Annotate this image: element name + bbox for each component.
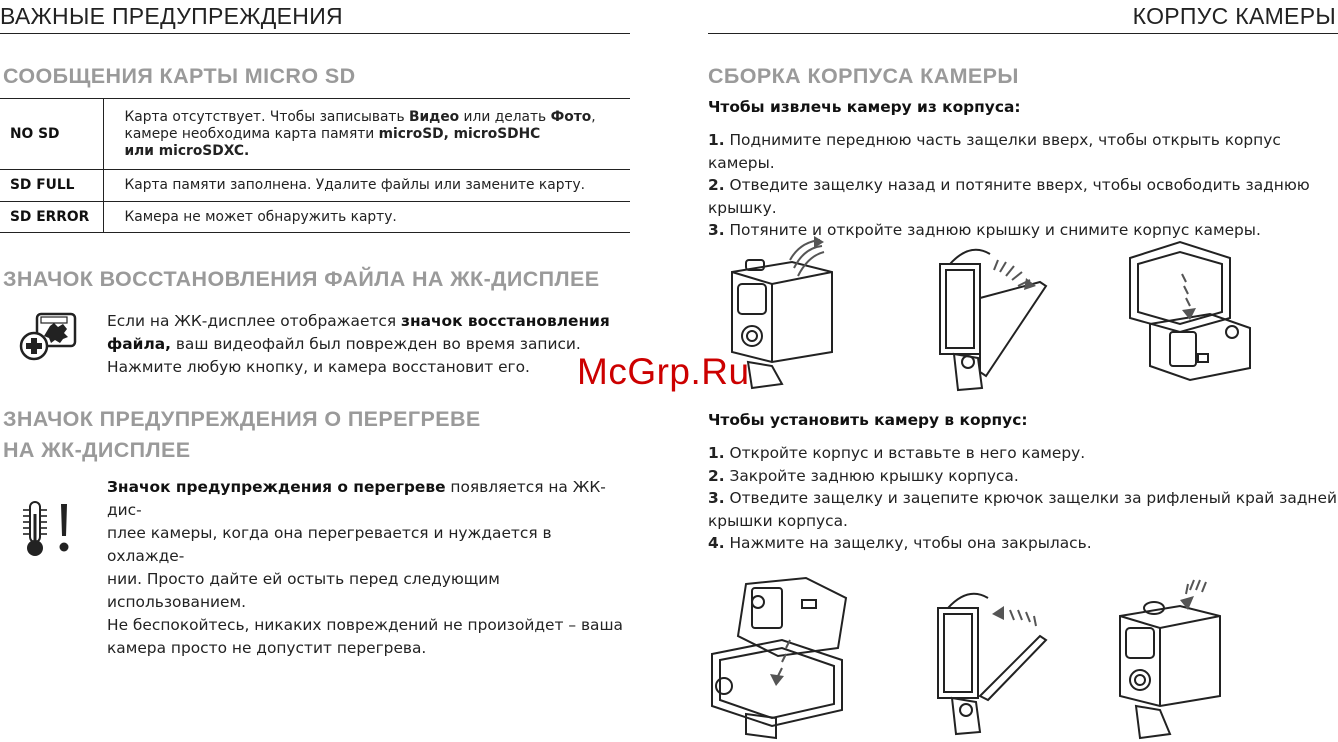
remove-steps: [708, 129, 1338, 242]
repair-section-title: ЗНАЧОК ВОССТАНОВЛЕНИЯ ФАЙЛА НА ЖК-ДИСПЛЕЕ: [3, 267, 600, 291]
sd-section-title: СООБЩЕНИЯ КАРТЫ MICRO SD: [3, 64, 356, 88]
thermometer-warning-icon: [20, 500, 74, 558]
left-page: [0, 0, 630, 34]
sd-code: SD ERROR: [0, 202, 103, 233]
install-subtitle: Чтобы установить камеру в корпус:: [708, 411, 1028, 429]
list-item: 2. Закройте заднюю крышку корпуса.: [708, 466, 1019, 485]
list-item: 2. Отведите защелку назад и потяните вверх, чтобы освободить заднюю: [708, 176, 1310, 194]
list-item: 1. Откройте корпус и вставьте в него камеру.: [708, 444, 1086, 462]
list-item: 4. Нажмите на защелку, чтобы она закрылась.: [708, 534, 1092, 552]
table-row: [0, 99, 630, 170]
right-page-header: [708, 0, 1338, 34]
file-repair-icon: [17, 312, 77, 364]
table-row: [0, 170, 630, 202]
left-page-title: ВАЖНЫЕ ПРЕДУПРЕЖДЕНИЯ: [0, 3, 343, 29]
overheat-paragraph: Значок предупреждения о перегреве появляется на ЖК-дис- плее камеры, когда она перегревается и нуждается в охлажде- нии. Просто дайте ей остыть перед следующим использованием. Не беспокойтесь, никаких повреждений не произойдет – ваша камера просто не допустит перегрева.: [107, 478, 623, 657]
remove-camera-illustration: [1120, 238, 1260, 384]
list-item: 3. Потяните и откройте заднюю крышку и снимите корпус камеры.: [708, 221, 1261, 239]
sd-description: Карта отсутствует. Чтобы записывать Видео или делать Фото, камере необходима карта памяти microSD, microSDHC или microSDXC.: [103, 99, 630, 170]
right-page-title: КОРПУС КАМЕРЫ: [1132, 3, 1336, 29]
sd-code: SD FULL: [0, 170, 103, 202]
install-steps: [708, 442, 1338, 555]
overheat-section-title: ЗНАЧОК ПРЕДУПРЕЖДЕНИЯ О ПЕРЕГРЕВЕ НА ЖК-ДИСПЛЕЕ: [3, 407, 481, 462]
close-back-door-illustration: [930, 586, 1050, 742]
watermark: McGrp.Ru: [577, 351, 750, 392]
right-page: [708, 0, 1338, 34]
remove-subtitle: Чтобы извлечь камеру из корпуса:: [708, 98, 1021, 116]
list-item: крышку.: [708, 198, 777, 217]
housing-assembly-title: СБОРКА КОРПУСА КАМЕРЫ: [708, 64, 1019, 88]
sd-code: NO SD: [0, 99, 103, 170]
sd-description: Камера не может обнаружить карту.: [103, 202, 630, 233]
release-back-door-illustration: [930, 238, 1050, 394]
table-row: [0, 202, 630, 233]
repair-paragraph: Если на ЖК-дисплее отображается значок восстановления файла, ваш видеофайл был поврежден во время записи. Нажмите любую кнопку, и камера восстановит его.: [107, 312, 610, 376]
list-item: 1. Поднимите переднюю часть защелки вверх, чтобы открыть корпус камеры.: [708, 131, 1281, 172]
left-page-header: [0, 0, 630, 34]
close-latch-illustration: [1110, 576, 1240, 740]
insert-camera-illustration: [706, 574, 856, 740]
list-item: 3. Отведите защелку и зацепите крючок защелки за рифленый край задней: [708, 489, 1337, 507]
list-item: крышки корпуса.: [708, 511, 848, 530]
sd-description: Карта памяти заполнена. Удалите файлы или замените карту.: [103, 170, 630, 202]
sd-messages-table: [0, 98, 630, 233]
